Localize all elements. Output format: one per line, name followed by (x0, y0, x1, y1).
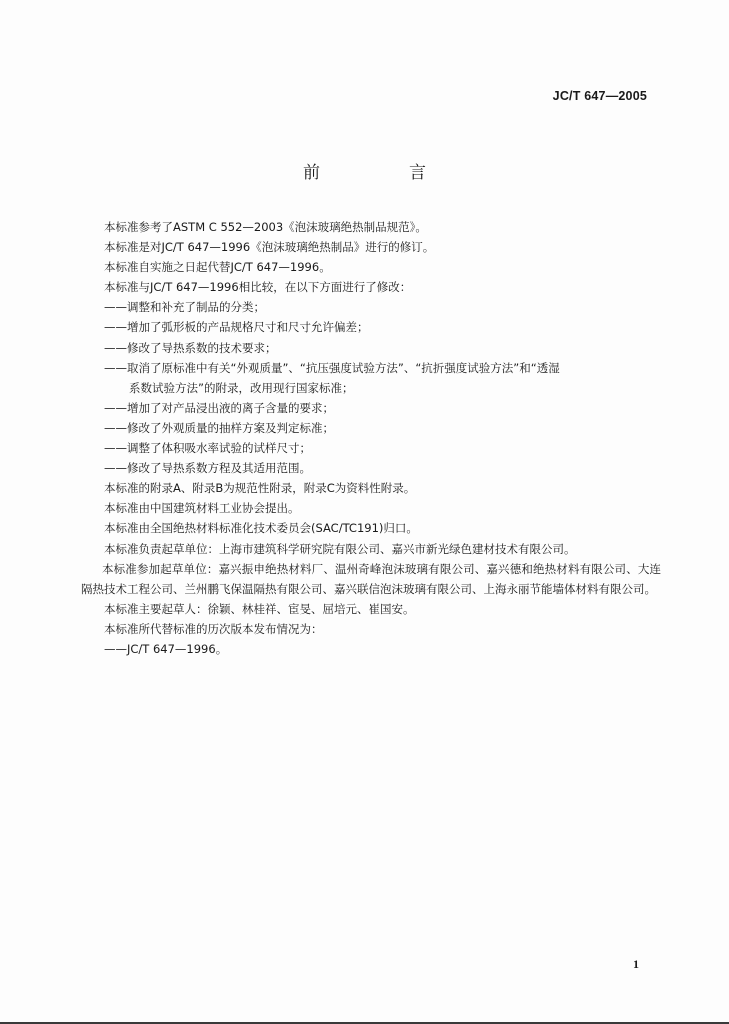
list-item: ——修改了导热系数方程及其适用范围。 (104, 461, 311, 476)
paragraph: 本标准由全国绝热材料标准化技术委员会(SAC/TC191)归口。 (104, 521, 418, 536)
paragraph: 本标准由中国建筑材料工业协会提出。 (104, 501, 300, 516)
standard-code: JC/T 647—2005 (552, 89, 647, 103)
paragraph: 本标准的附录A、附录B为规范性附录，附录C为资料性附录。 (104, 481, 416, 496)
list-item: ——修改了导热系数的技术要求； (104, 340, 277, 355)
list-item: ——修改了外观质量的抽样方案及判定标准； (104, 420, 334, 435)
page-number: 1 (633, 957, 639, 971)
paragraph: 本标准自实施之日起代替JC/T 647—1996。 (104, 260, 331, 275)
paragraph: 本标准负责起草单位：上海市建筑科学研究院有限公司、嘉兴市新光绿色建材技术有限公司。 (104, 541, 576, 556)
paragraph: 本标准参考了ASTM C 552—2003《泡沫玻璃绝热制品规范》。 (104, 220, 427, 234)
list-item: ——JC/T 647—1996。 (104, 641, 228, 656)
list-item: ——取消了原标准中有关“外观质量”、“抗压强度试验方法”、“抗折强度试验方法”和“透湿 (104, 360, 560, 375)
list-item: ——增加了弧形板的产品规格尺寸和尺寸允许偏差； (104, 320, 369, 335)
list-item: ——调整了体积吸水率试验的试样尺寸； (104, 441, 311, 456)
list-item-continuation: 系数试验方法”的附录，改用现行国家标准； (129, 380, 354, 395)
paragraph: 本标准与JC/T 647—1996相比较，在以下方面进行了修改： (104, 280, 412, 295)
paragraph: 本标准主要起草人：徐颖、林桂祥、宦旻、屈培元、崔国安。 (104, 601, 415, 616)
page-title: 前 言 (303, 163, 462, 183)
list-item: ——增加了对产品浸出液的离子含量的要求； (104, 400, 334, 415)
list-item: ——调整和补充了制品的分类； (104, 300, 265, 315)
paragraph: 本标准所代替标准的历次版本发布情况为： (104, 621, 323, 636)
paragraph-participants: 本标准参加起草单位：嘉兴振申绝热材料厂、温州奇峰泡沫玻璃有限公司、嘉兴德和绝热材料有限公司、大连隔热技术工程公司、兰州鹏飞保温隔热有限公司、嘉兴联信泡沫玻璃有限公司、上海永丽节能墙体材料有限公司。 (81, 561, 661, 596)
foreword-body (81, 217, 661, 659)
paragraph: 本标准是对JC/T 647—1996《泡沫玻璃绝热制品》进行的修订。 (104, 240, 435, 255)
